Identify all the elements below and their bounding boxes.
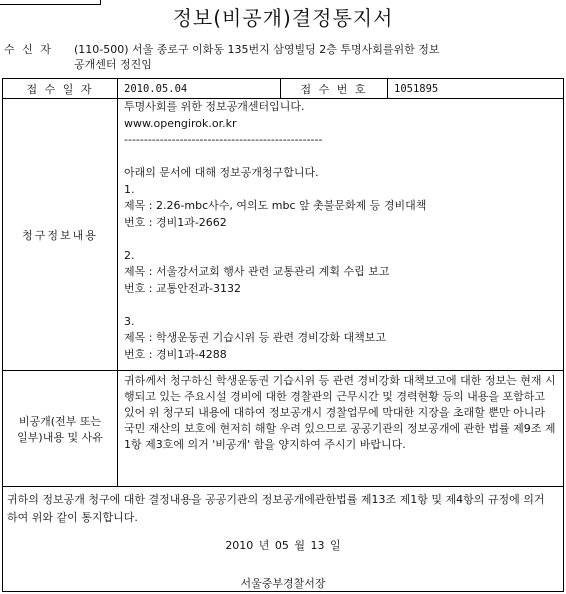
recipient-address xyxy=(74,42,554,72)
request-line: 제목 : 서울강서교회 행사 관련 교통관리 계획 수립 보고 xyxy=(124,265,390,278)
request-line xyxy=(118,231,563,248)
request-line: 2. xyxy=(124,248,135,262)
request-line xyxy=(118,297,563,314)
nondisclosure-text: 귀하께서 청구하신 학생운동권 기습시위 등 관련 경비강화 대책보고에 대한 정보는 현재 시행되고 있는 주요시설 경비에 대한 경찰관의 근무시간 및 경력현황 등의 내용을 포함하고 있어 위 청구되 내용에 대하여 정보공개시 경찰업무에 막대한 지장을 초래할 뿐만 아니라 국민 재산의 보호에 현저히 해할 우려 있으므로 공공기관의 정보공개에 관한 법률 제9조 제1항 제3호에 의거 '비공개' 함을 양지하여 주시기 바랍니다. xyxy=(124,374,556,451)
document-title: 정보(비공개)결정통지서 xyxy=(172,6,394,30)
nondisclosure-label-line2: 일부)내용 및 사유 xyxy=(17,430,103,444)
notice-date: 2010 년 05 월 13 일 xyxy=(225,539,341,552)
request-line: 번호 : 경비1과-2662 xyxy=(124,215,227,229)
receipt-date-label: 접 수 일 자 xyxy=(3,79,118,99)
nondisclosure-label xyxy=(3,371,118,487)
notice-row xyxy=(3,487,564,592)
receipt-row xyxy=(3,79,564,99)
request-line: www.opengirok.or.kr xyxy=(124,116,237,130)
request-line: -------------------------------------------------- xyxy=(124,133,323,146)
request-line: 번호 : 경비1과-4288 xyxy=(124,347,227,361)
request-line: 3. xyxy=(124,314,135,328)
decision-form-table xyxy=(2,78,564,592)
request-line: 투명사회를 위한 정보공개센터입니다. xyxy=(124,100,305,113)
request-line xyxy=(118,149,563,166)
nondisclosure-row xyxy=(3,371,564,487)
request-line: 번호 : 교통안전과-3132 xyxy=(124,281,242,295)
receipt-number-value: 1051895 xyxy=(388,79,564,99)
request-line: 1. xyxy=(124,182,135,196)
receipt-date-value: 2010.05.04 xyxy=(118,79,281,99)
request-lines xyxy=(118,99,563,363)
notice-cell xyxy=(3,487,564,592)
request-content xyxy=(118,99,564,371)
issuer-signature: 서울중부경찰서장 xyxy=(240,577,326,590)
request-row xyxy=(3,99,564,371)
request-label: 청구정보내용 xyxy=(3,99,118,371)
recipient-label: 수 신 자 xyxy=(4,43,53,56)
request-line: 제목 : 학생운동권 기습시위 등 관련 경비강화 대책보고 xyxy=(124,331,386,344)
notice-text: 귀하의 정보공개 청구에 대한 결정내용을 공공기관의 정보공개에관한법률 제13조 제1항 및 제4항의 규정에 의거하여 위와 같이 통지합니다. xyxy=(7,493,545,524)
recipient-address-line2: 공개센터 정진임 xyxy=(74,58,152,71)
receipt-number-label: 접 수 번 호 xyxy=(281,79,388,99)
request-line: 제목 : 2.26-mbc사수, 여의도 mbc 앞 촛불문화제 등 경비대책 xyxy=(124,199,427,212)
request-line: 아래의 문서에 대해 정보공개청구합니다. xyxy=(124,166,319,179)
nondisclosure-content xyxy=(118,371,564,487)
nondisclosure-label-line1: 비공개(전부 또는 xyxy=(18,414,102,428)
recipient-address-line1: (110-500) 서울 종로구 이화동 135번지 삼영빌딩 2층 투명사회를위한 정보 xyxy=(74,43,440,56)
